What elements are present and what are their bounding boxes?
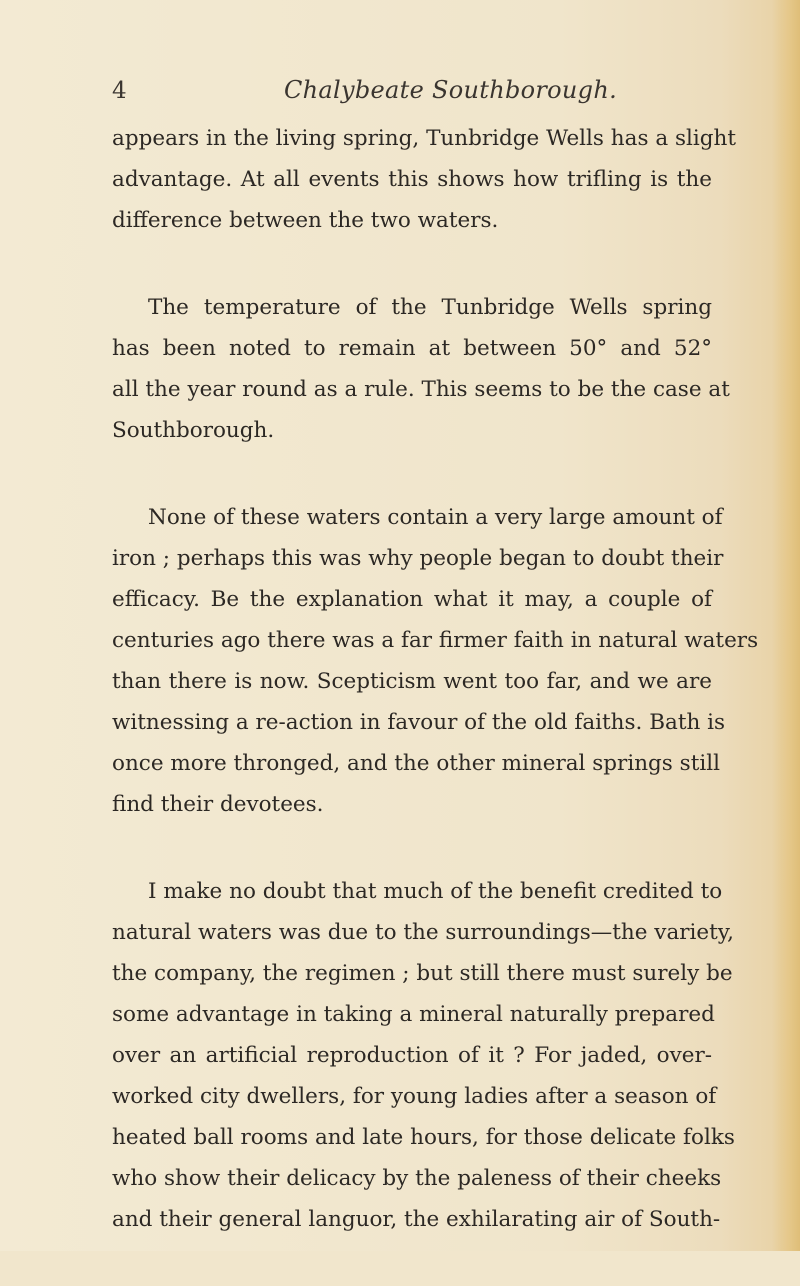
text-line: some advantage in taking a mineral naturally prepared — [112, 1002, 715, 1027]
text-line: natural waters was due to the surroundings—the variety, — [112, 920, 734, 945]
paragraph-4 — [112, 871, 735, 1240]
text-line: find their devotees. — [112, 792, 324, 817]
text-line: Southborough. — [112, 418, 275, 443]
text-line: all the year round as a rule. This seems to be the case at — [112, 377, 730, 402]
body-text — [112, 118, 759, 1286]
text-line: centuries ago there was a far firmer faith in natural waters — [112, 628, 759, 653]
running-header — [112, 74, 712, 110]
paragraph-1 — [112, 118, 737, 241]
text-line: advantage. At all events this shows how trifling is the — [112, 167, 712, 192]
running-title: Chalybeate Southborough. — [284, 76, 618, 104]
text-line: iron ; perhaps this was why people began to doubt their — [112, 546, 724, 571]
text-line: The temperature of the Tunbridge Wells spring — [148, 295, 712, 320]
text-line: witnessing a re-action in favour of the old faiths. Bath is — [112, 710, 726, 735]
text-line: over an artificial reproduction of it ? For jaded, over- — [112, 1043, 712, 1068]
text-line: has been noted to remain at between 50° and 52° — [112, 336, 712, 361]
text-line: who show their delicacy by the paleness of their cheeks — [112, 1166, 722, 1191]
text-line: the company, the regimen ; but still there must surely be — [112, 961, 733, 986]
text-line: than there is now. Scepticism went too far, and we are — [112, 669, 712, 694]
text-line: None of these waters contain a very large amount of — [148, 505, 723, 530]
text-line: I make no doubt that much of the benefit credited to — [148, 879, 723, 904]
text-line: heated ball rooms and late hours, for those delicate folks — [112, 1125, 735, 1150]
text-line: difference between the two waters. — [112, 208, 499, 233]
page-edge-stain — [772, 0, 800, 1251]
text-line: appears in the living spring, Tunbridge Wells has a slight — [112, 126, 737, 151]
text-line: and their general languor, the exhilarating air of South- — [112, 1207, 721, 1232]
text-line: once more thronged, and the other mineral springs still — [112, 751, 720, 776]
paragraph-2 — [112, 287, 730, 451]
paragraph-3 — [112, 497, 759, 825]
text-line: worked city dwellers, for young ladies after a season of — [112, 1084, 717, 1109]
text-line: efficacy. Be the explanation what it may, a couple of — [112, 587, 712, 612]
page-number: 4 — [112, 78, 127, 104]
